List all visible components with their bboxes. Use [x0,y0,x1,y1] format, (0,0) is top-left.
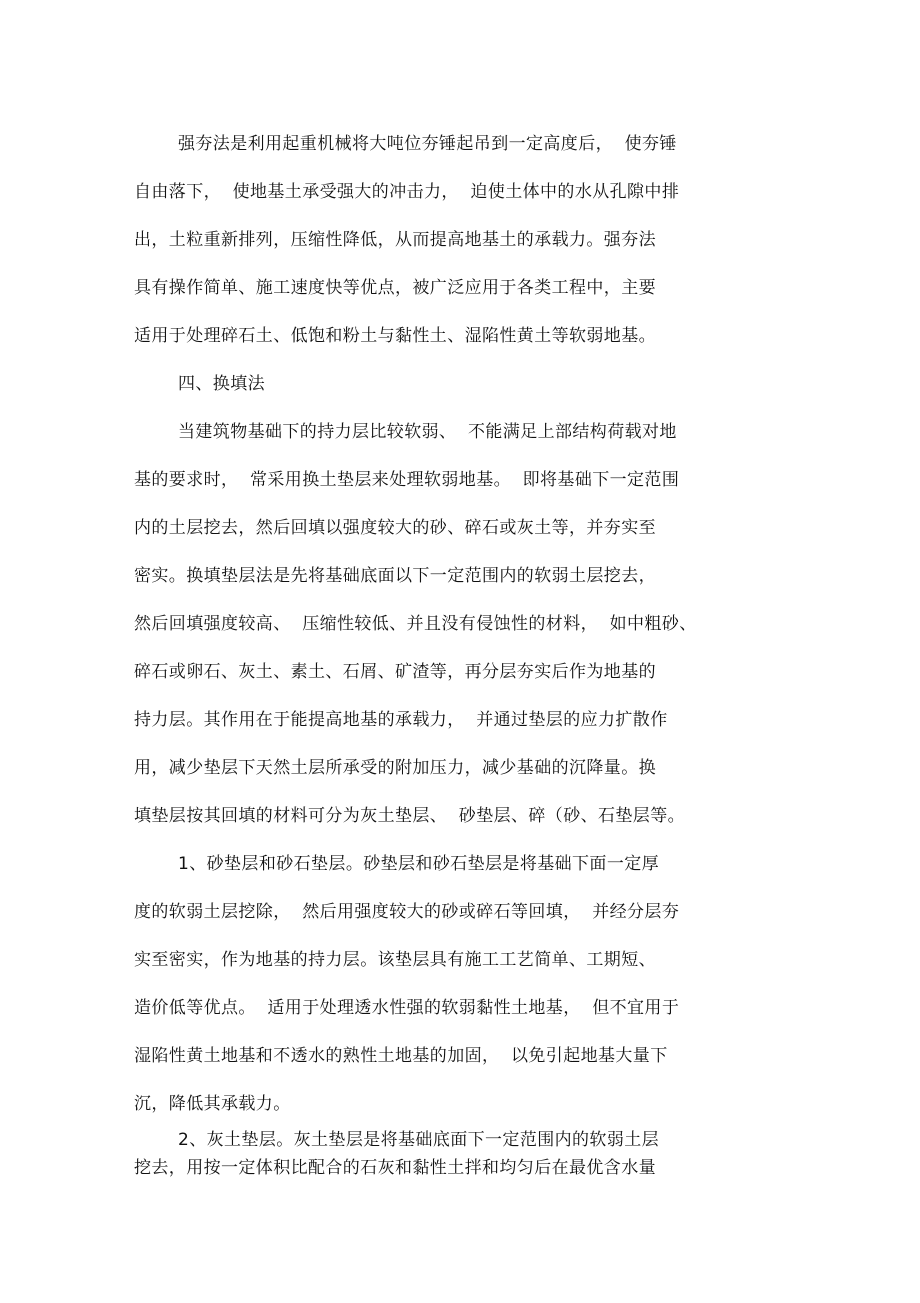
paragraph-line: 然后回填强度较高、 压缩性较低、并且没有侵蚀性的材料， 如中粗砂、 [134,614,697,634]
paragraph-line: 出，土粒重新排列，压缩性降低，从而提高地基土的承载力。强夯法 [134,230,656,250]
paragraph-line: 适用于处理碎石土、低饱和粉土与黏性土、湿陷性黄土等软弱地基。 [134,326,656,346]
paragraph-line: 基的要求时， 常采用换土垫层来处理软弱地基。 即将基础下一定范围 [134,470,680,490]
paragraph-line: 挖去，用按一定体积比配合的石灰和黏性土拌和均匀后在最优含水量 [134,1158,656,1178]
paragraph-line: 沉，降低其承载力。 [134,1094,291,1114]
paragraph-line: 1、砂垫层和砂石垫层。砂垫层和砂石垫层是将基础下面一定厚 [178,854,660,874]
paragraph-line: 碎石或卵石、灰土、素土、石屑、矿渣等，再分层夯实后作为地基的 [134,662,656,682]
paragraph-line: 造价低等优点。 适用于处理透水性强的软弱黏性土地基， 但不宜用于 [134,998,680,1018]
paragraph-line: 填垫层按其回填的材料可分为灰土垫层、 砂垫层、碎（砂、石垫层等。 [134,806,686,826]
paragraph-line: 自由落下， 使地基土承受强大的冲击力， 迫使土体中的水从孔隙中排 [134,182,680,202]
paragraph-line: 2、灰土垫层。灰土垫层是将基础底面下一定范围内的软弱土层 [178,1130,660,1150]
paragraph-line: 持力层。其作用在于能提高地基的承载力， 并通过垫层的应力扩散作 [134,710,668,730]
paragraph-line: 当建筑物基础下的持力层比较软弱、 不能满足上部结构荷载对地 [178,422,677,442]
paragraph-line: 度的软弱土层挖除， 然后用强度较大的砂或碎石等回填， 并经分层夯 [134,902,680,922]
paragraph-line: 湿陷性黄土地基和不透水的熟性土地基的加固， 以免引起地基大量下 [134,1046,668,1066]
paragraph-line: 内的土层挖去，然后回填以强度较大的砂、碎石或灰土等，并夯实至 [134,518,656,538]
paragraph-line: 用，减少垫层下天然土层所承受的附加压力，减少基础的沉降量。换 [134,758,656,778]
paragraph-line: 实至密实，作为地基的持力层。该垫层具有施工工艺简单、工期短、 [134,950,656,970]
paragraph-line: 强夯法是利用起重机械将大吨位夯锤起吊到一定高度后， 使夯锤 [178,134,677,154]
paragraph-line: 具有操作简单、施工速度快等优点，被广泛应用于各类工程中，主要 [134,278,656,298]
paragraph-line: 密实。换填垫层法是先将基础底面以下一定范围内的软弱土层挖去， [134,566,656,586]
section-heading: 四、换填法 [178,374,265,394]
